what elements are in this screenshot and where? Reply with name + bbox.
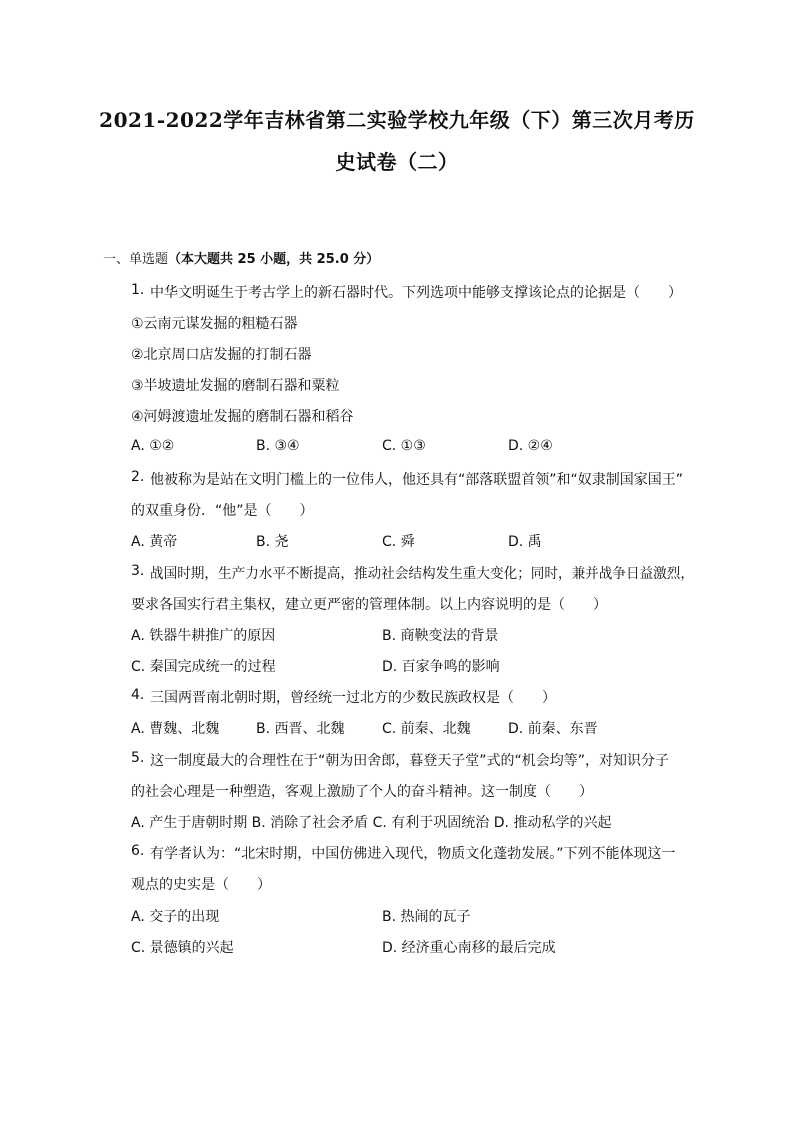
section-label: 一、单选题 [103,252,169,267]
question-3-option-c: C. 秦国完成统一的过程 [131,659,276,675]
question-1-item-4: ④河姆渡遗址发掘的磨制石器和稻谷 [131,409,354,425]
question-5-options: A. 产生于唐朝时期 B. 消除了社会矛盾 C. 有利于巩固统治 D. 推动私学的兴起 [131,815,612,831]
question-3-option-d: D. 百家争鸣的影响 [382,659,500,675]
question-4-option-d: D. 前秦、东晋 [508,721,598,737]
section-info: （本大题共 25 小题，共 25.0 分） [168,252,380,267]
question-2-option-c: C. 舜 [382,534,415,550]
question-5-stem-line1: 这一制度最大的合理性在于“朝为田舍郎，暮登天子堂”式的“机会均等”，对知识分子 [150,753,670,769]
question-2-option-a: A. 黄帝 [131,534,178,550]
question-1-number: 1. [131,282,145,298]
question-1-option-d: D. ②④ [508,438,553,454]
question-4-option-a: A. 曹魏、北魏 [131,721,220,737]
question-4-option-c: C. 前秦、北魏 [382,721,471,737]
question-2-number: 2. [131,469,145,485]
question-5-number: 5. [131,750,145,766]
question-3-number: 3. [131,563,145,579]
exam-title-line1: 2021-2022学年吉林省第二实验学校九年级（下）第三次月考历 [99,108,695,132]
question-6-option-a: A. 交子的出现 [131,909,220,925]
section-heading [103,248,379,267]
question-3-stem-line1: 战国时期，生产力水平不断提高，推动社会结构发生重大变化；同时，兼并战争日益激烈， [150,566,694,582]
question-1-item-1: ①云南元谋发掘的粗糙石器 [131,316,298,332]
question-6-stem-line2: 观点的史实是（ ） [131,877,271,893]
question-1-option-c: C. ①③ [382,438,426,454]
question-2-option-d: D. 禹 [508,534,542,550]
question-1-item-3: ③半坡遗址发掘的磨制石器和粟粒 [131,378,340,394]
question-1-option-a: A. ①② [131,438,175,454]
question-6-option-b: B. 热闹的瓦子 [382,909,471,925]
question-6-stem-line1: 有学者认为：“北宋时期，中国仿佛进入现代，物质文化蓬勃发展。”下列不能体现这一 [150,846,676,862]
question-1-stem: 中华文明诞生于考古学上的新石器时代。下列选项中能够支撑该论点的论据是（ ） [150,285,682,301]
question-6-number: 6. [131,843,145,859]
question-6-option-c: C. 景德镇的兴起 [131,940,234,956]
exam-title-line2: 史试卷（二） [335,150,459,174]
question-2-option-b: B. 尧 [256,534,289,550]
question-2-stem-line1: 他被称为是站在文明门槛上的一位伟人，他还具有“部落联盟首领”和“奴隶制国家国王” [150,472,684,488]
question-3-option-b: B. 商鞅变法的背景 [382,628,499,644]
question-1-item-2: ②北京周口店发掘的打制石器 [131,347,312,363]
question-2-stem-line2: 的双重身份．“他”是（ ） [131,503,314,519]
question-4-stem: 三国两晋南北朝时期，曾经统一过北方的少数民族政权是（ ） [150,690,556,706]
question-3-stem-line2: 要求各国实行君主集权，建立更严密的管理体制。以上内容说明的是（ ） [131,597,607,613]
question-4-option-b: B. 西晋、北魏 [256,721,345,737]
question-1-option-b: B. ③④ [256,438,300,454]
question-3-option-a: A. 铁器牛耕推广的原因 [131,628,276,644]
question-6-option-d: D. 经济重心南移的最后完成 [382,940,556,956]
question-4-number: 4. [131,687,145,703]
question-5-stem-line2: 的社会心理是一种塑造，客观上激励了个人的奋斗精神。这一制度（ ） [131,784,593,800]
